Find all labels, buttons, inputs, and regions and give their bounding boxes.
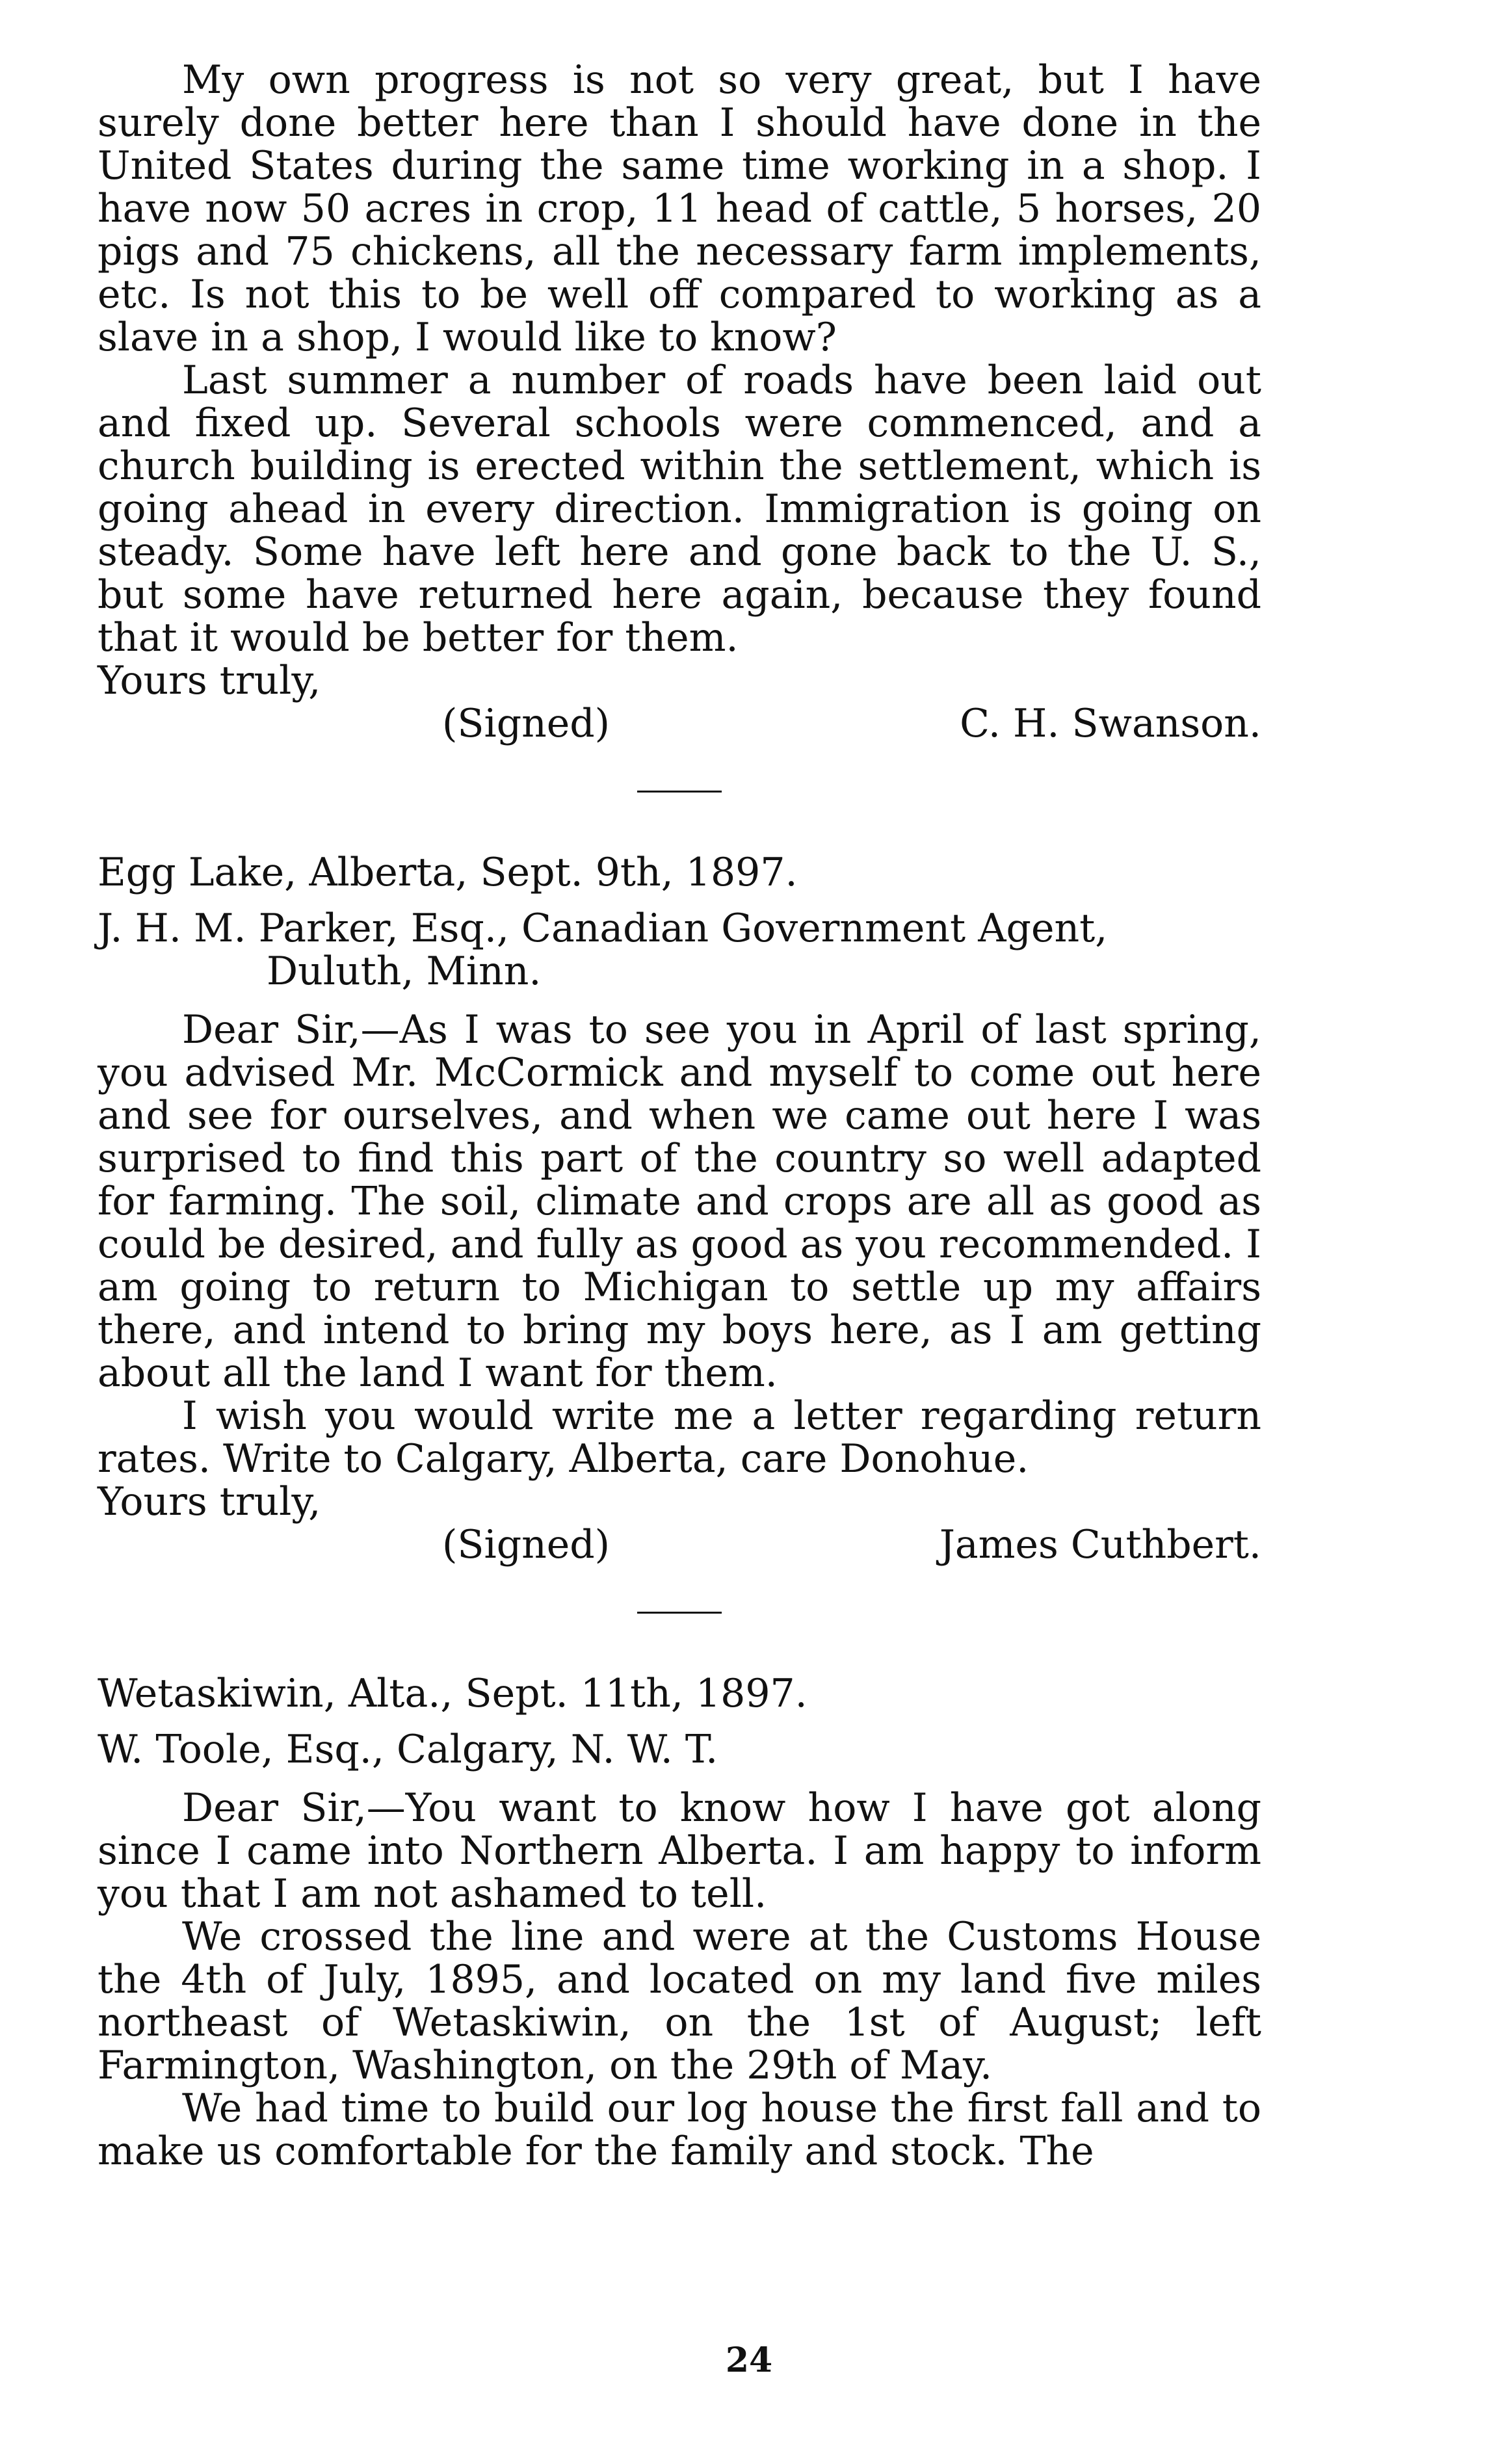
letter-toole bbox=[98, 1672, 1261, 2173]
addressee: J. H. M. Parker, Esq., Canadian Government Agent, bbox=[98, 906, 1108, 951]
signatory-name: James Cuthbert. bbox=[939, 1522, 1261, 1567]
closing-salutation: Yours truly, bbox=[98, 1479, 321, 1525]
signature-line bbox=[98, 702, 1261, 745]
addressee-location: Duluth, Minn. bbox=[267, 949, 542, 994]
section-divider bbox=[637, 1612, 722, 1614]
body-paragraph: We crossed the line and were at the Customs House the 4th of July, 1895, and located on my land five miles northeast of Wetaskiwin, on the 1st of August; left Farmington, Washington, on the 29th of May. bbox=[98, 1914, 1261, 2088]
addressee: W. Toole, Esq., Calgary, N. W. T. bbox=[98, 1727, 718, 1772]
body-paragraph: Last summer a number of roads have been laid out and fixed up. Several schools were commenced, and a church building is erected within the settlement, which is going ahead in every direction. Immigration is going on steady. Some have left here and gone back to the U. S., but some have returned here again, because they found that it would be better for them. bbox=[98, 358, 1261, 661]
dateline: Egg Lake, Alberta, Sept. 9th, 1897. bbox=[98, 850, 798, 895]
closing-salutation: Yours truly, bbox=[98, 658, 321, 703]
signed-label: (Signed) bbox=[442, 701, 611, 746]
signed-label: (Signed) bbox=[442, 1522, 611, 1567]
body-paragraph: My own progress is not so very great, but I have surely done better here than I should have done in the United States during the same time working in a shop. I have now 50 acres in crop, 11 head of cattle, 5 horses, 20 pigs and 75 chickens, all the necessary farm implements, etc. Is not this to be well off compared to working as a slave in a shop, I would like to know? bbox=[98, 57, 1261, 360]
dateline: Wetaskiwin, Alta., Sept. 11th, 1897. bbox=[98, 1671, 808, 1716]
body-paragraph: Dear Sir,—You want to know how I have got along since I came into Northern Alberta. I am happy to inform you that I am not ashamed to tell. bbox=[98, 1785, 1261, 1917]
body-paragraph: I wish you would write me a letter regarding return rates. Write to Calgary, Alberta, care Donohue. bbox=[98, 1393, 1261, 1482]
document-page bbox=[98, 59, 1261, 2173]
letter-swanson bbox=[98, 59, 1261, 745]
section-divider bbox=[637, 791, 722, 793]
signature-line bbox=[98, 1523, 1261, 1566]
body-paragraph: We had time to build our log house the first fall and to make us comfortable for the family and stock. The bbox=[98, 2086, 1261, 2174]
body-paragraph: Dear Sir,—As I was to see you in April of last spring, you advised Mr. McCormick and myself to come out here and see for ourselves, and when we came out here I was surprised to find this part of the country so well adapted for farming. The soil, climate and crops are all as good as could be desired, and fully as good as you recommended. I am going to return to Michigan to settle up my affairs there, and intend to bring my boys here, as I am getting about all the land I want for them. bbox=[98, 1007, 1261, 1396]
signatory-name: C. H. Swanson. bbox=[960, 701, 1261, 746]
letter-cuthbert bbox=[98, 851, 1261, 1566]
page-number: 24 bbox=[725, 2340, 773, 2380]
